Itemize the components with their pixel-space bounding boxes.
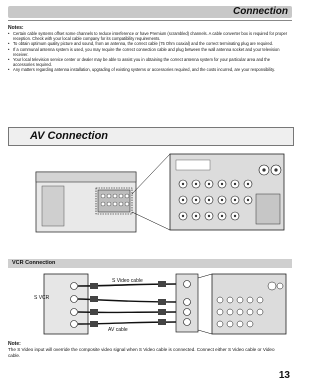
note-text: The S Video input will override the composite video signal when S Video cable is connected. Connect either S Video cable or Video cable. xyxy=(8,347,275,358)
note-item: • To obtain optimum quality picture and sound, from an antenna, the correct cable (75 Ohm coaxial) and the correct terminating plug are required. xyxy=(8,41,292,46)
note-item: • If a communal antenna system is used, you may require the correct connection cable and plug between the wall antenna socket and your television receiver. xyxy=(8,47,292,57)
av-cable-label: AV cable xyxy=(108,327,128,333)
note-label: Note: xyxy=(8,341,21,347)
notes-list xyxy=(8,31,292,73)
svideo-cable-label: S Video cable xyxy=(112,278,143,284)
section-title: AV Connection xyxy=(30,130,109,142)
note-item: • Certain cable systems offset some channels to reduce interference or have Premium (scrambled) channels. A cable converter box is required for proper reception. Check with your local cable company for its compatibility requirements. xyxy=(8,31,292,41)
svcr-label: S VCR xyxy=(34,295,50,301)
note-item: • Any matters regarding antenna installation, upgrading of existing systems or accessories required, and the costs incurred, are your responsibility. xyxy=(8,67,292,72)
page-title: Connection xyxy=(233,6,288,17)
page-number: 13 xyxy=(278,370,290,381)
vcr-section-title: VCR Connection xyxy=(12,260,56,266)
tv-rear-panel-illustration xyxy=(8,150,292,254)
note-item: • Your local television service center or dealer may be able to assist you in obtaining the correct antenna system for your particular area and the accessories required. xyxy=(8,57,292,67)
header-rule xyxy=(8,20,292,21)
vcr-connection-diagram xyxy=(8,272,292,336)
notes-heading: Notes: xyxy=(8,25,24,31)
